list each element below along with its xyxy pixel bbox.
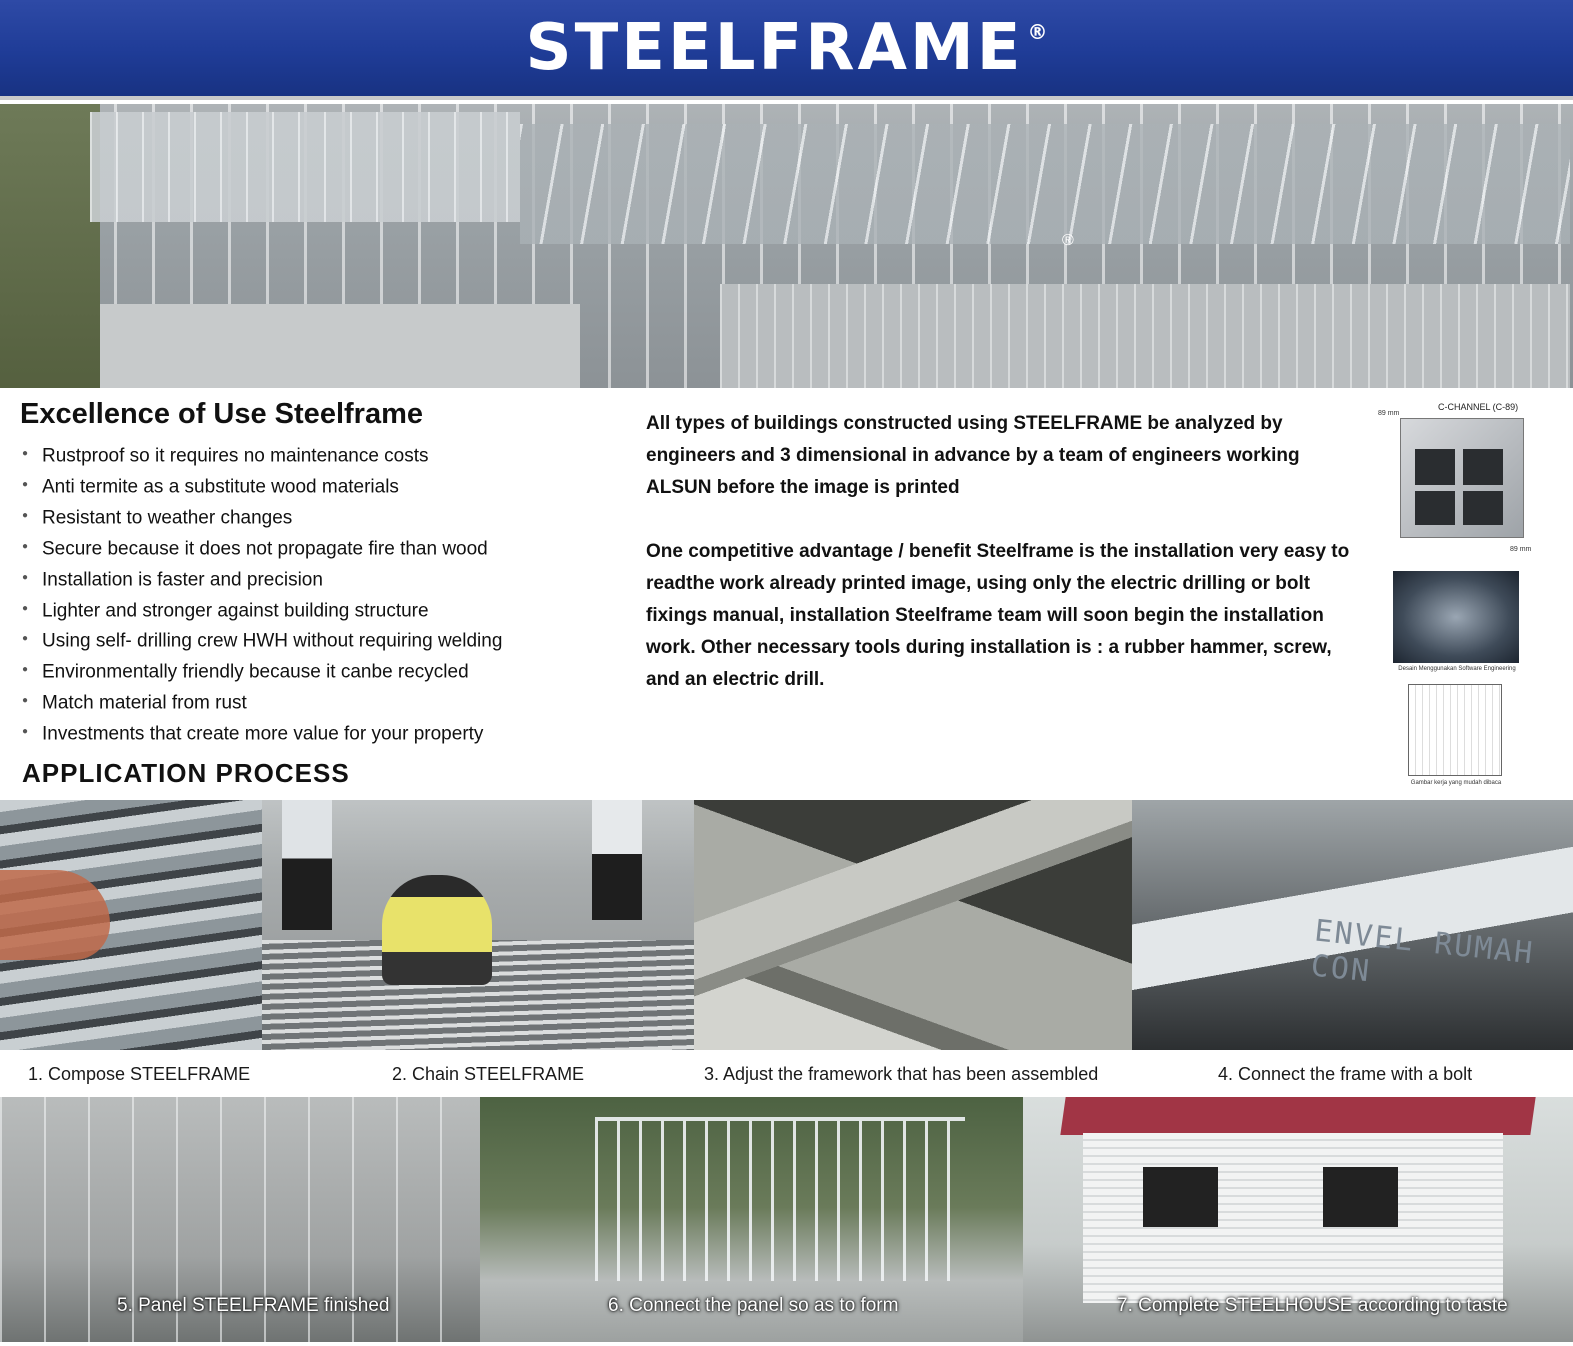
list-item: ● Resistant to weather changes [22,503,502,534]
c-channel-title: C-CHANNEL (C-89) [1438,402,1519,412]
step-5-photo [0,1097,480,1342]
step-6-photo [480,1097,1023,1342]
step-4-caption: 4. Connect the frame with a bolt [1218,1064,1473,1084]
list-item: ● Investments that create more value for your property [22,719,502,750]
list-item: ● Using self- drilling crew HWH without requiring welding [22,626,502,657]
step-3-caption: 3. Adjust the framework that has been assembled [704,1064,1099,1084]
step-6-caption: 6. Connect the panel so as to form [608,1295,899,1316]
step-7-photo [1023,1097,1573,1342]
benefits-list [22,441,502,750]
step-7-caption: 7. Complete STEELHOUSE according to taste [1117,1295,1508,1316]
excellence-heading: Excellence of Use Steelframe [20,398,423,430]
step-3-photo [694,800,1132,1050]
work-drawing-caption: Gambar kerja yang mudah dibaca [1410,780,1502,786]
step-5-caption: 5. Panel STEELFRAME finished [117,1295,390,1316]
list-item: ● Anti termite as a substitute wood materials [22,472,502,503]
software-design-image [1393,571,1519,663]
c-channel-diagram [1400,418,1524,538]
list-item: ● Environmentally friendly because it canbe recycled [22,657,502,688]
c-channel-dimension-right: 89 mm [1510,546,1532,553]
brand-title: STEELFRAME ® [525,11,1048,85]
hero-registered-mark: ® [1062,232,1074,249]
step-1-caption: 1. Compose STEELFRAME [28,1064,251,1084]
list-item: ● Installation is faster and precision [22,565,502,596]
list-item: ● Secure because it does not propagate fire than wood [22,534,502,565]
photo-stamp-text: ENVEL RUMAH CON [1309,913,1536,990]
application-heading: APPLICATION PROCESS [22,758,350,788]
list-item: ● Lighter and stronger against building structure [22,596,502,627]
list-item: ● Match material from rust [22,688,502,719]
description-paragraph-2: One competitive advantage / benefit Steelframe is the installation very easy to readthe work already printed image, using only the electric drilling or bolt fixings manual, installation Steelframe team will soon begin the installation work. Other necessary tools during installation is : a rubber hammer, screw, and an electric drill. [646,541,1350,690]
hero-construction-photo [0,104,1573,388]
step-1-photo [0,800,262,1050]
step-2-photo [262,800,694,1050]
description-paragraph-1: All types of buildings constructed using STEELFRAME be analyzed by engineers and 3 dimensional in advance by a team of engineers working ALSUN before the image is printed [646,413,1300,498]
list-item: ● Rustproof so it requires no maintenance costs [22,441,502,472]
work-drawing-image [1408,684,1502,776]
c-channel-dimension-top: 89 mm [1378,410,1400,417]
registered-mark: ® [1027,20,1048,44]
step-4-photo [1132,800,1573,1050]
step-2-caption: 2. Chain STEELFRAME [392,1064,585,1084]
software-design-caption: Desain Menggunakan Software Engineering [1398,666,1516,672]
